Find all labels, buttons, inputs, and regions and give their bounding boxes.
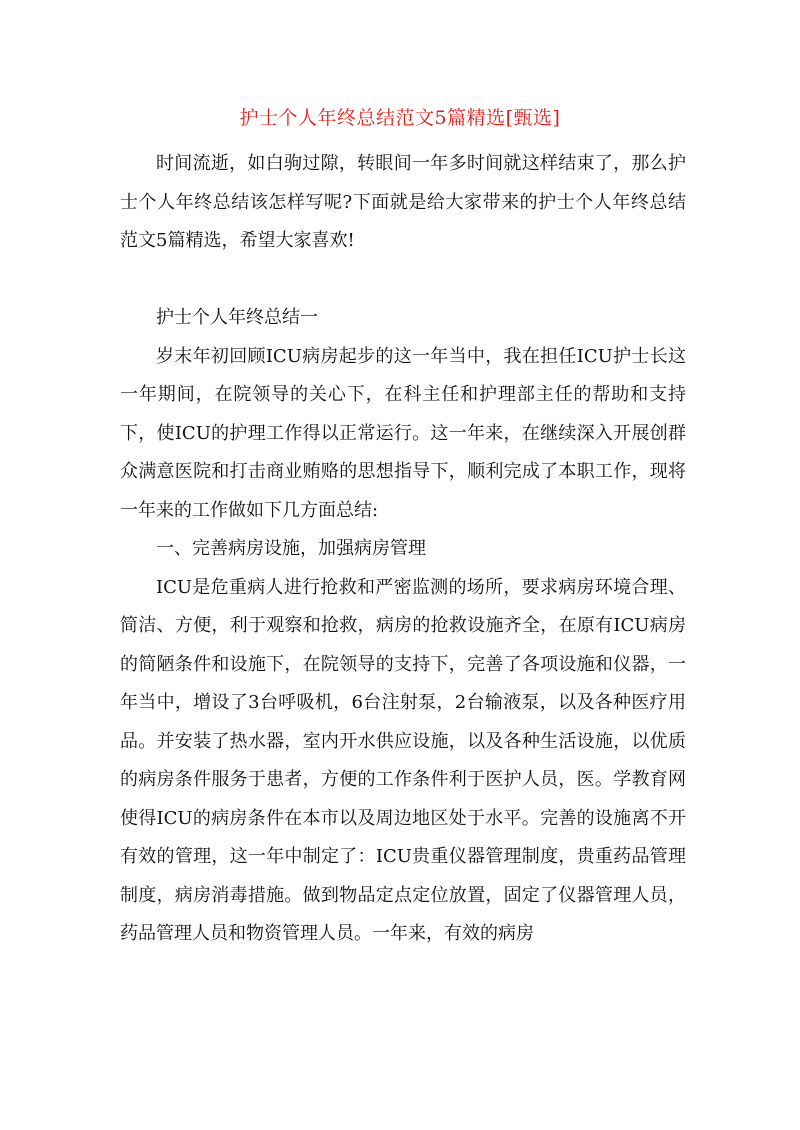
blank-line [120, 261, 686, 300]
document-body [120, 145, 686, 954]
body-paragraph-1: 岁末年初回顾ICU病房起步的这一年当中，我在担任ICU护士长这一年期间，在院领导的关心下，在科主任和护理部主任的帮助和支持下，使ICU的护理工作得以正常运行。这一年来，在继续深入开展创群众满意医院和打击商业贿赂的思想指导下，顺利完成了本职工作，现将一年来的工作做如下几方面总结: [120, 345, 686, 521]
document-title: 护士个人年终总结范文5篇精选[甄选] [239, 107, 561, 129]
body-paragraph-2: ICU是危重病人进行抢救和严密监测的场所，要求病房环境合理、简洁、方便，利于观察和抢救，病房的抢救设施齐全，在原有ICU病房的简陋条件和设施下，在院领导的支持下，完善了各项设施和仪器，一年当中，增设了3台呼吸机，6台注射泵，2台输液泵，以及各种医疗用品。并安装了热水器，室内开水供应设施，以及各种生活设施，以优质的病房条件服务于患者，方便的工作条件利于医护人员，医。学教育网使得ICU的病房条件在本市以及周边地区处于水平。完善的设施离不开有效的管理，这一年中制定了：ICU贵重仪器管理制度，贵重药品管理制度，病房消毒措施。做到物品定点定位放置，固定了仪器管理人员，药品管理人员和物资管理人员。一年来，有效的病房 [120, 576, 686, 944]
section-heading: 护士个人年终总结一 [156, 307, 318, 328]
subheading-1: 一、完善病房设施，加强病房管理 [156, 538, 426, 559]
intro-paragraph: 时间流逝，如白驹过隙，转眼间一年多时间就这样结束了，那么护士个人年终总结该怎样写呢?下面就是给大家带来的护士个人年终总结范文5篇精选，希望大家喜欢! [120, 153, 686, 251]
